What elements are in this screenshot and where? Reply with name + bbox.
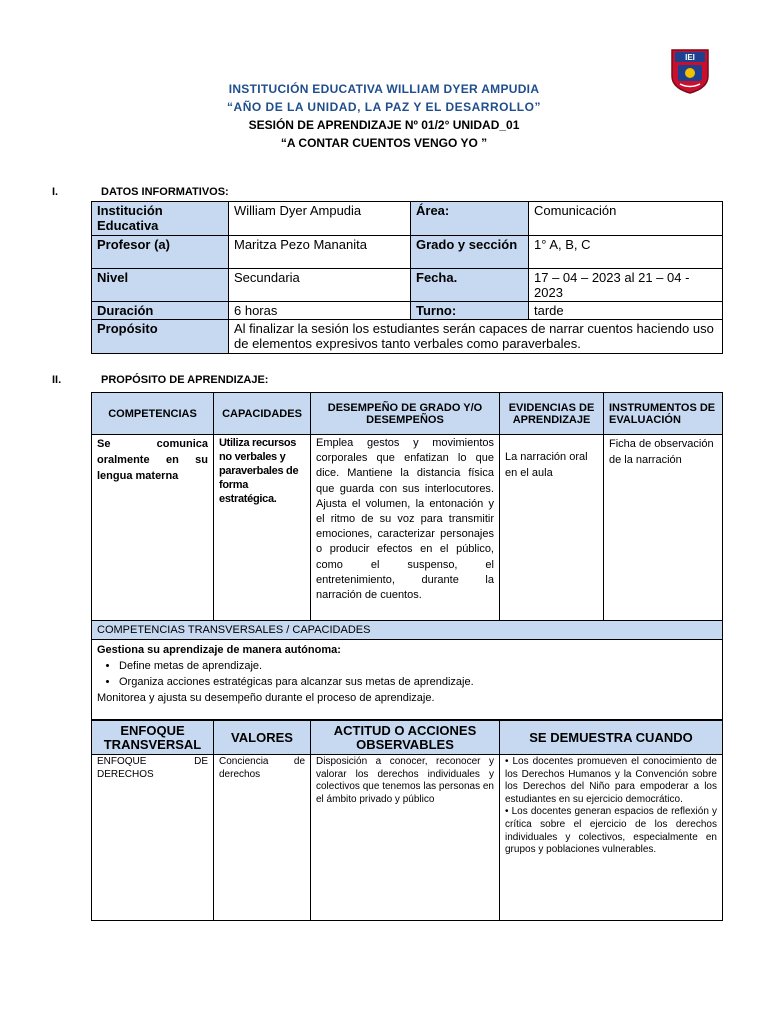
session-number: SESIÓN DE APRENDIZAJE Nº 01/2° UNIDAD_01 (248, 118, 520, 132)
table-row (92, 202, 723, 236)
section-1-number: I. (52, 186, 59, 198)
section-2-number: II. (52, 374, 62, 386)
transversal-header: COMPETENCIAS TRANSVERSALES / CAPACIDADES (92, 621, 723, 640)
label-institution: Institución Educativa (92, 202, 229, 236)
table-header-row (92, 721, 723, 755)
valores-cell: Conciencia de derechos (214, 755, 311, 921)
label-shift: Turno: (411, 302, 529, 320)
section-1-title: DATOS INFORMATIVOS: (101, 186, 229, 198)
desempeno-cell: Emplea gestos y movimientos corporales que enfatizan lo que dice. Mantiene la distancia física que guarda con sus interlocutores. Ajusta el volumen, la entonación y el ritmo de su voz para transmitir emociones, caracterizar personajes o producir efectos en el público, como el suspenso, el entretenimiento, durante la narración de cuentos. (311, 435, 500, 621)
year-motto: “AÑO DE LA UNIDAD, LA PAZ Y EL DESARROLLO” (227, 100, 541, 114)
transversal-title: Gestiona su aprendizaje de manera autónoma: (97, 644, 341, 656)
header-desempeno: DESEMPEÑO DE GRADO Y/O DESEMPEÑOS (311, 393, 500, 435)
table-row (92, 755, 723, 921)
table-row (92, 435, 723, 621)
competencia-cell: Se comunica oralmente en su lengua materna (92, 435, 214, 621)
value-grade: 1° A, B, C (529, 236, 723, 269)
svg-text:IEI: IEI (685, 53, 695, 62)
list-item: • Define metas de aprendizaje. (119, 658, 717, 674)
table-row (92, 320, 723, 354)
label-teacher: Profesor (a) (92, 236, 229, 269)
header-competencias: COMPETENCIAS (92, 393, 214, 435)
institution-name: INSTITUCIÓN EDUCATIVA WILLIAM DYER AMPUDIA (228, 82, 540, 96)
label-duration: Duración (92, 302, 229, 320)
table-header-row (92, 393, 723, 435)
informative-data-table (91, 201, 723, 354)
transversal-body (92, 640, 723, 720)
header-valores: VALORES (214, 721, 311, 755)
capacidad-cell: Utiliza recursos no verbales y paraverbales de forma estratégica. (214, 435, 311, 621)
table-row (92, 621, 723, 640)
value-institution: William Dyer Ampudia (229, 202, 411, 236)
demuestra-cell (500, 755, 723, 921)
session-title: “A CONTAR CUENTOS VENGO YO ” (280, 136, 488, 150)
list-item: • Organiza acciones estratégicas para alcanzar sus metas de aprendizaje. (119, 674, 717, 690)
label-area: Área: (411, 202, 529, 236)
table-row (92, 640, 723, 720)
value-area: Comunicación (529, 202, 723, 236)
enfoque-cell: ENFOQUE DE DERECHOS (92, 755, 214, 921)
value-date: 17 – 04 – 2023 al 21 – 04 - 2023 (529, 269, 723, 302)
table-row (92, 269, 723, 302)
header-instrumentos: INSTRUMENTOS DE EVALUACIÓN (604, 393, 723, 435)
transversal-list (97, 658, 717, 690)
demuestra-item: • Los docentes generan espacios de reflexión y crítica sobre el ejercicio de los derechos individuales y colectivos, especialmente en grupos y poblaciones vulnerables. (505, 806, 717, 856)
value-teacher: Maritza Pezo Mananita (229, 236, 411, 269)
table-row (92, 236, 723, 269)
table-row (92, 302, 723, 320)
evidencia-cell: La narración oral en el aula (500, 435, 604, 621)
transversal-extra: Monitorea y ajusta su desempeño durante el proceso de aprendizaje. (97, 692, 435, 704)
actitud-cell: Disposición a conocer, reconocer y valorar los derechos individuales y colectivos que tenemos las personas en el ámbito privado y público (311, 755, 500, 921)
header-enfoque: ENFOQUE TRANSVERSAL (92, 721, 214, 755)
header-actitud: ACTITUD O ACCIONES OBSERVABLES (311, 721, 500, 755)
transversal-approach-table (91, 720, 723, 921)
instrumento-cell: Ficha de observación de la narración (604, 435, 723, 621)
label-level: Nivel (92, 269, 229, 302)
value-shift: tarde (529, 302, 723, 320)
header-capacidades: CAPACIDADES (214, 393, 311, 435)
label-grade: Grado y sección (411, 236, 529, 269)
header-evidencias: EVIDENCIAS DE APRENDIZAJE (500, 393, 604, 435)
value-level: Secundaria (229, 269, 411, 302)
section-2-title: PROPÓSITO DE APRENDIZAJE: (101, 374, 269, 386)
learning-purpose-table (91, 392, 723, 720)
value-purpose: Al finalizar la sesión los estudiantes serán capaces de narrar cuentos haciendo uso de elementos expresivos tanto verbales como paraverbales. (229, 320, 723, 354)
label-purpose: Propósito (92, 320, 229, 354)
value-duration: 6 horas (229, 302, 411, 320)
demuestra-item: • Los docentes promueven el conocimiento de los Derechos Humanos y la Convención sobre los Derechos del Niño para empoderar a los estudiantes en su ejercicio democrático. (505, 756, 717, 805)
header-demuestra: SE DEMUESTRA CUANDO (500, 721, 723, 755)
label-date: Fecha. (411, 269, 529, 302)
